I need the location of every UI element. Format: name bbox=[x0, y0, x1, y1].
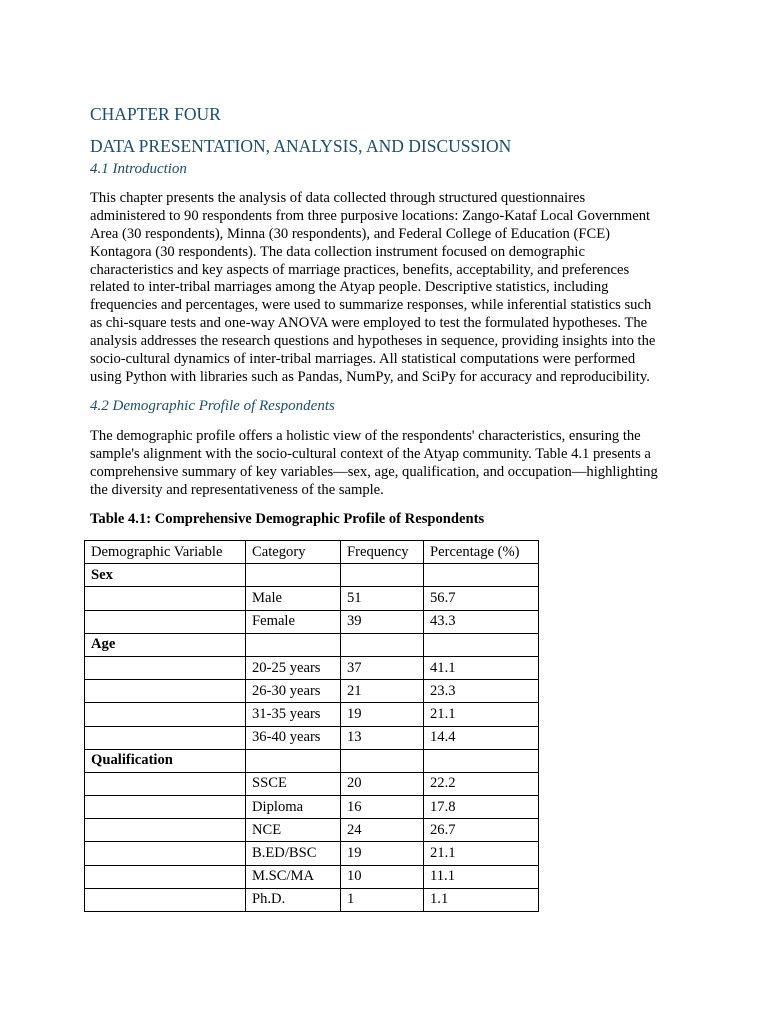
table-row bbox=[85, 749, 539, 772]
table-cell bbox=[85, 610, 246, 633]
table-row bbox=[85, 726, 539, 749]
table-cell: Sex bbox=[85, 564, 246, 587]
table-cell bbox=[85, 587, 246, 610]
table-cell bbox=[85, 680, 246, 703]
section-heading-introduction: 4.1 Introduction bbox=[90, 161, 187, 177]
paragraph-line: frequencies and percentages, were used to summarize responses, while inferential statistics such bbox=[90, 297, 652, 314]
table-cell: 16 bbox=[341, 796, 424, 819]
table-cell: 31-35 years bbox=[246, 703, 341, 726]
table-cell bbox=[85, 796, 246, 819]
table-cell: 51 bbox=[341, 587, 424, 610]
table-cell bbox=[424, 749, 539, 772]
table-cell bbox=[246, 749, 341, 772]
table-row bbox=[85, 564, 539, 587]
paragraph-line: The demographic profile offers a holistic view of the respondents' characteristics, ensuring the bbox=[90, 428, 641, 444]
paragraph-line: administered to 90 respondents from three purposive locations: Zango-Kataf Local Government bbox=[90, 207, 651, 224]
paragraph-line: using Python with libraries such as Pandas, NumPy, and SciPy for accuracy and reproducibility. bbox=[90, 368, 650, 385]
demographic-paragraph bbox=[90, 428, 658, 500]
paragraph-line: Kontagora (30 respondents). The data collection instrument focused on demographic bbox=[90, 243, 585, 260]
table-cell bbox=[85, 819, 246, 842]
paragraph-line: related to inter-tribal marriages among the Atyap people. Descriptive statistics, including bbox=[90, 279, 609, 296]
table-cell bbox=[85, 656, 246, 679]
paragraph-line: characteristics and key aspects of marriage practices, benefits, acceptability, and preferences bbox=[90, 261, 630, 278]
paragraph-line: analysis addresses the research questions and hypotheses in sequence, providing insights into the bbox=[90, 333, 656, 350]
table-cell: 1.1 bbox=[424, 888, 539, 911]
table-header-row bbox=[85, 541, 539, 564]
paragraph-line: socio-cultural dynamics of inter-tribal marriages. All statistical computations were performed bbox=[90, 351, 636, 368]
chapter-label: CHAPTER FOUR bbox=[90, 104, 221, 124]
table-cell bbox=[341, 749, 424, 772]
chapter-title: DATA PRESENTATION, ANALYSIS, AND DISCUSSION bbox=[90, 136, 512, 156]
table-cell bbox=[85, 888, 246, 911]
table-cell: 39 bbox=[341, 610, 424, 633]
table-cell bbox=[85, 772, 246, 795]
table-cell: 20-25 years bbox=[246, 656, 341, 679]
table-cell: 26-30 years bbox=[246, 680, 341, 703]
table-cell: 19 bbox=[341, 703, 424, 726]
table-cell: M.SC/MA bbox=[246, 865, 341, 888]
table-cell: 19 bbox=[341, 842, 424, 865]
table-row bbox=[85, 656, 539, 679]
table-header-cell: Demographic Variable bbox=[85, 541, 246, 564]
table-row bbox=[85, 865, 539, 888]
table-cell: 56.7 bbox=[424, 587, 539, 610]
table-caption: Table 4.1: Comprehensive Demographic Profile of Respondents bbox=[90, 511, 485, 527]
table-cell: 20 bbox=[341, 772, 424, 795]
table-cell bbox=[424, 633, 539, 656]
table-header-cell: Category bbox=[246, 541, 341, 564]
table-header-cell: Percentage (%) bbox=[424, 541, 539, 564]
table-cell: 21 bbox=[341, 680, 424, 703]
table-row bbox=[85, 842, 539, 865]
table-cell: Diploma bbox=[246, 796, 341, 819]
table-cell: 11.1 bbox=[424, 865, 539, 888]
table-row bbox=[85, 703, 539, 726]
section-heading-demographic: 4.2 Demographic Profile of Respondents bbox=[90, 398, 335, 414]
table-row bbox=[85, 796, 539, 819]
table-cell: 26.7 bbox=[424, 819, 539, 842]
table-cell bbox=[85, 726, 246, 749]
table-cell: Female bbox=[246, 610, 341, 633]
table-cell bbox=[246, 564, 341, 587]
table-row bbox=[85, 610, 539, 633]
paragraph-line: comprehensive summary of key variables—sex, age, qualification, and occupation—highlighting bbox=[90, 463, 658, 480]
table-cell: 24 bbox=[341, 819, 424, 842]
table-cell: 23.3 bbox=[424, 680, 539, 703]
table-cell: NCE bbox=[246, 819, 341, 842]
table-cell: Age bbox=[85, 633, 246, 656]
table-row bbox=[85, 587, 539, 610]
table-cell: 10 bbox=[341, 865, 424, 888]
table-cell: 22.2 bbox=[424, 772, 539, 795]
table-row bbox=[85, 819, 539, 842]
paragraph-line: This chapter presents the analysis of data collected through structured questionnaires bbox=[90, 190, 586, 206]
table-cell: 36-40 years bbox=[246, 726, 341, 749]
table-cell bbox=[424, 564, 539, 587]
paragraph-line: Area (30 respondents), Minna (30 respondents), and Federal College of Education (FCE) bbox=[90, 225, 610, 242]
table-cell: Male bbox=[246, 587, 341, 610]
table-row bbox=[85, 772, 539, 795]
table-header-cell: Frequency bbox=[341, 541, 424, 564]
table-row bbox=[85, 633, 539, 656]
table-cell: 43.3 bbox=[424, 610, 539, 633]
table-cell bbox=[85, 842, 246, 865]
paragraph-line: as chi-square tests and one-way ANOVA were employed to test the formulated hypotheses. The bbox=[90, 315, 648, 332]
table-cell: 1 bbox=[341, 888, 424, 911]
table-cell: 14.4 bbox=[424, 726, 539, 749]
paragraph-line: sample's alignment with the socio-cultural context of the Atyap community. Table 4.1 presents a bbox=[90, 445, 651, 462]
table-cell: SSCE bbox=[246, 772, 341, 795]
table-cell bbox=[246, 633, 341, 656]
table-cell bbox=[85, 865, 246, 888]
table-cell: B.ED/BSC bbox=[246, 842, 341, 865]
table-cell: Qualification bbox=[85, 749, 246, 772]
table-cell: 21.1 bbox=[424, 703, 539, 726]
table-cell bbox=[341, 564, 424, 587]
table-cell: 41.1 bbox=[424, 656, 539, 679]
demographic-table bbox=[84, 540, 539, 912]
table-cell: Ph.D. bbox=[246, 888, 341, 911]
table-cell: 21.1 bbox=[424, 842, 539, 865]
introduction-paragraph bbox=[90, 190, 655, 387]
table-cell: 13 bbox=[341, 726, 424, 749]
table-row bbox=[85, 680, 539, 703]
table-cell bbox=[341, 633, 424, 656]
table-cell: 17.8 bbox=[424, 796, 539, 819]
table-row bbox=[85, 888, 539, 911]
table-cell bbox=[85, 703, 246, 726]
paragraph-line: the diversity and representativeness of the sample. bbox=[90, 481, 384, 498]
table-cell: 37 bbox=[341, 656, 424, 679]
